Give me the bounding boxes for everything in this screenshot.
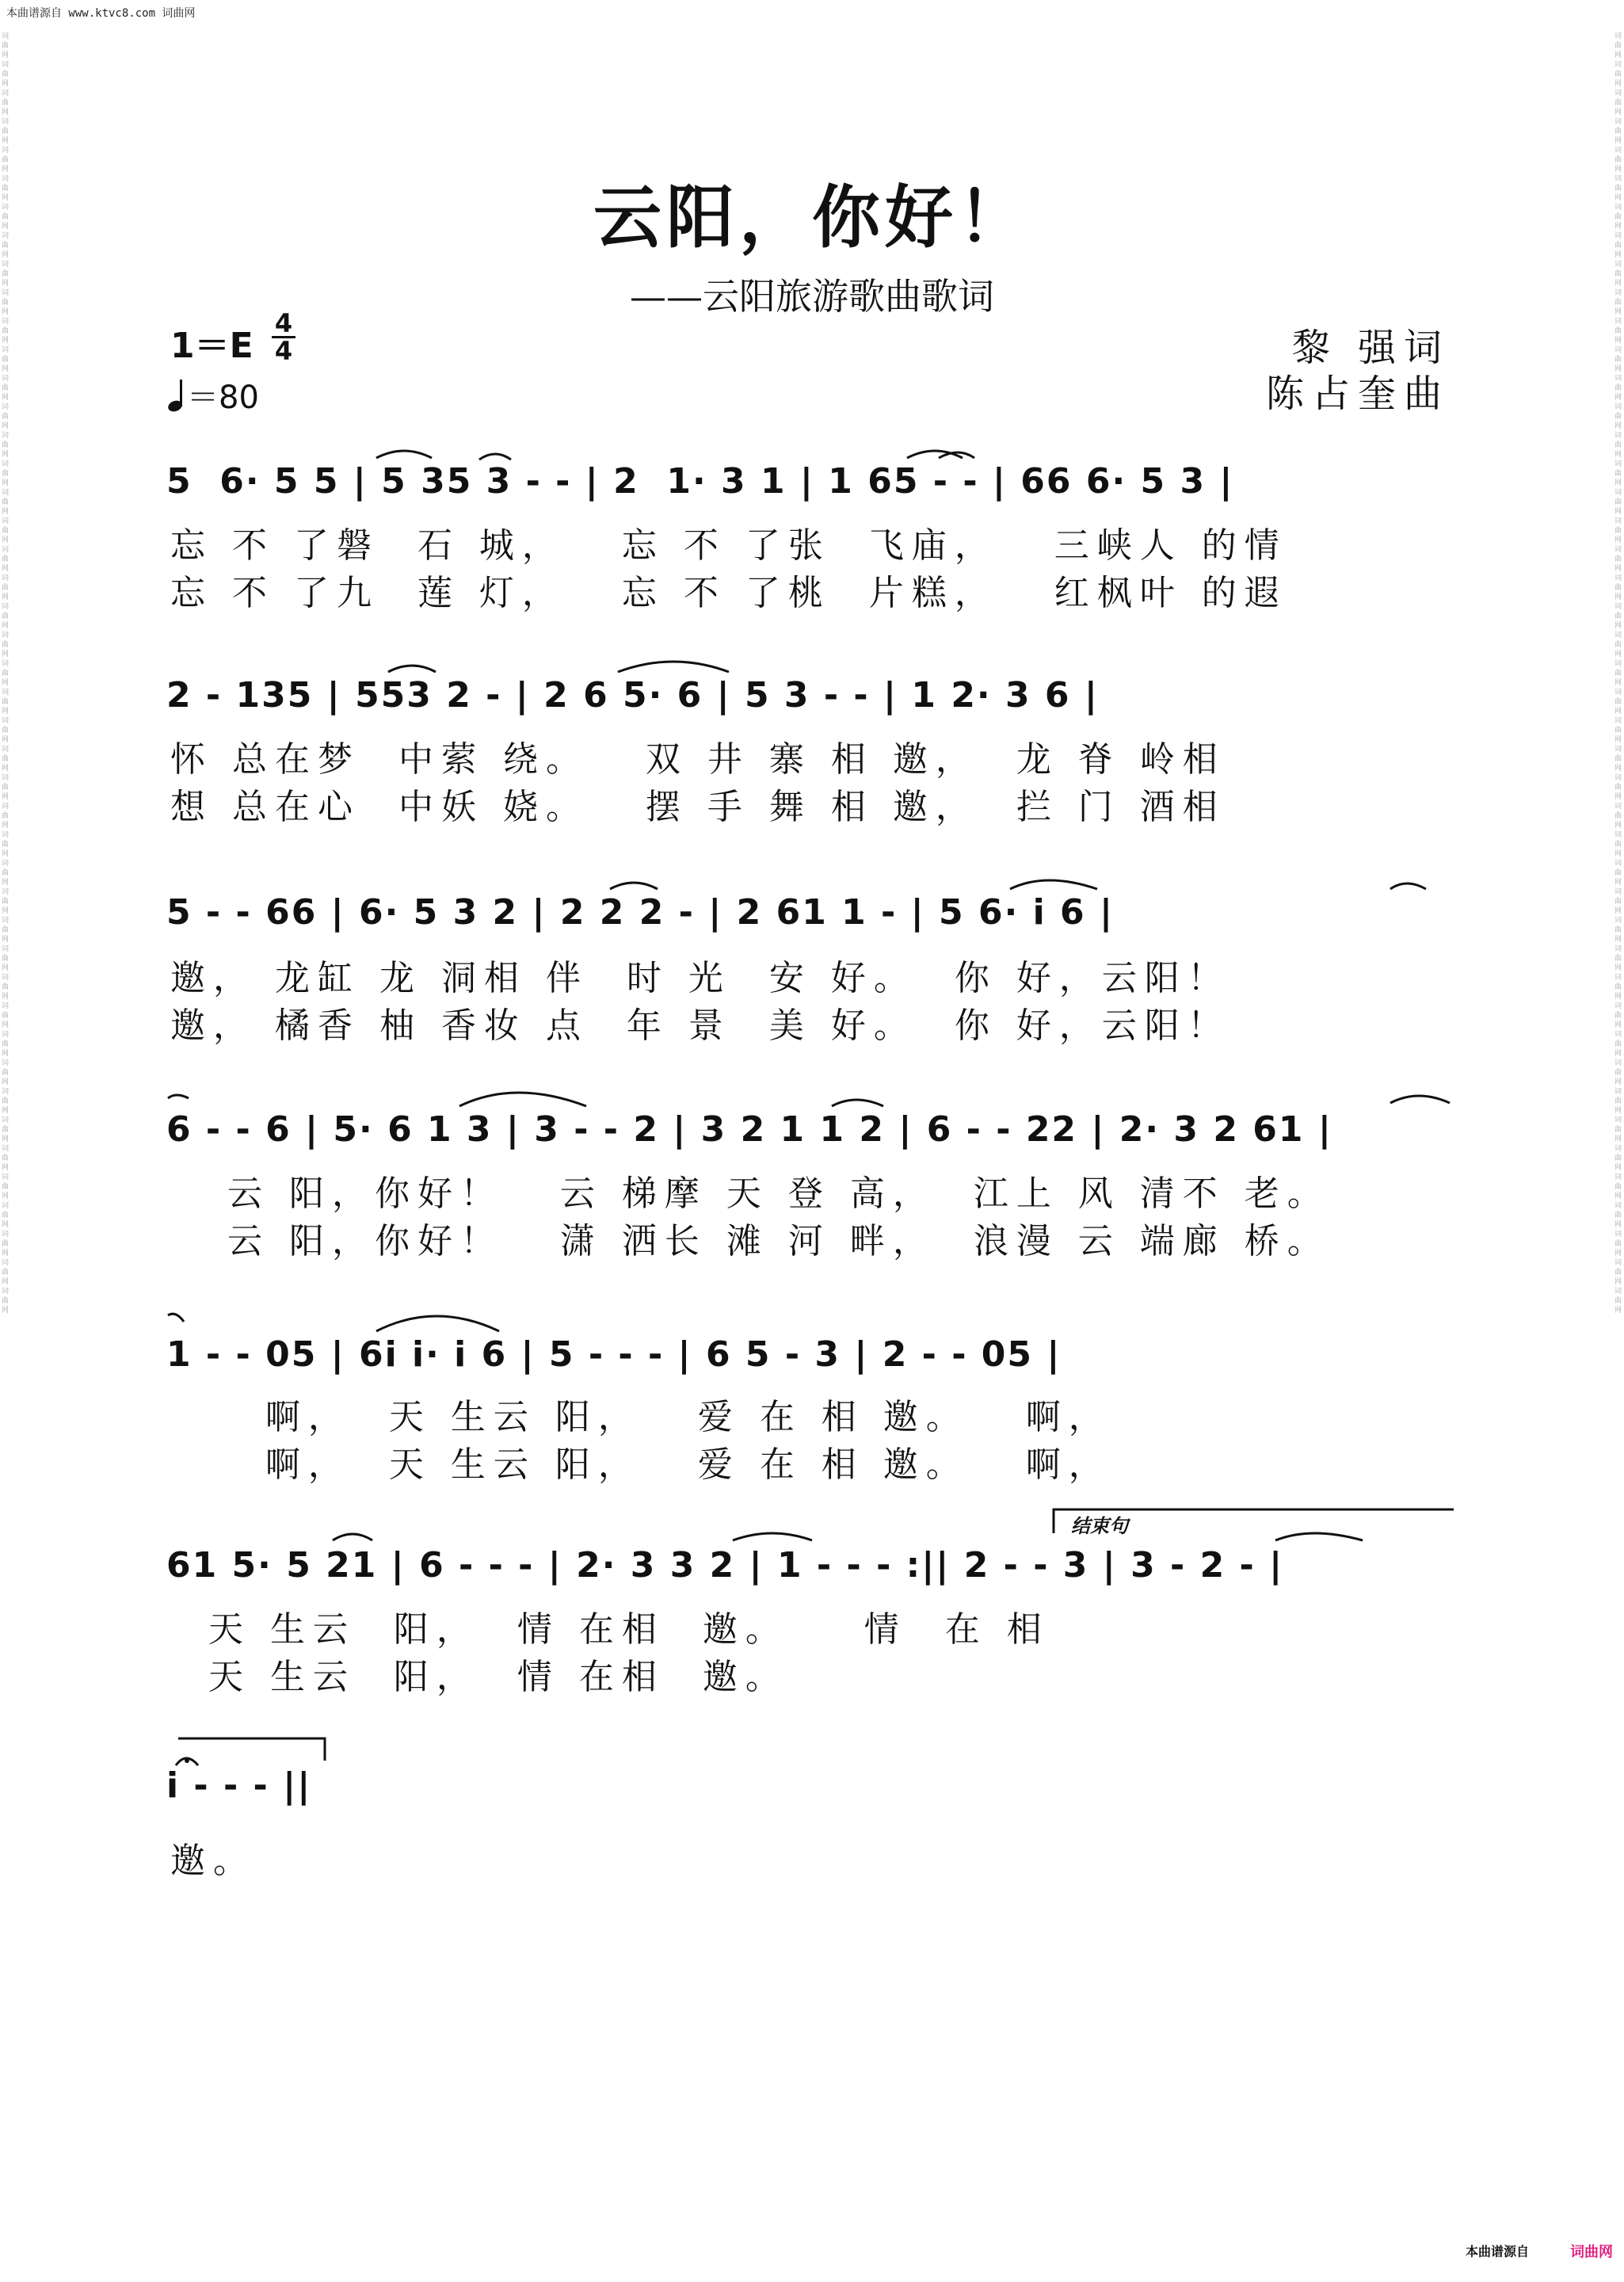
key-signature: 1＝E <box>170 326 254 366</box>
final-bracket <box>178 1738 325 1761</box>
right-watermark: 词曲网词曲网词曲网词曲网词曲网词曲网词曲网词曲网词曲网词曲网词曲网词曲网词曲网词曲网词曲网词曲网词曲网词曲网词曲网词曲网词曲网词曲网词曲网词曲网词曲网词曲网词曲网词曲网词曲网词曲网词曲网词曲网词曲网词曲网词曲网词曲网词曲网词曲网词曲网词曲网词曲网词曲网词曲网词曲网词曲网 <box>1614 32 1622 1315</box>
slur-1a <box>376 451 432 458</box>
slur-1c <box>907 451 963 458</box>
slur-3a <box>610 883 658 889</box>
fermata-icon <box>176 1758 198 1765</box>
slur-4b <box>459 1093 586 1106</box>
slur-5a <box>168 1314 184 1322</box>
slur-1d <box>939 452 974 458</box>
composer-credit: 陈占奎曲 <box>1265 372 1450 416</box>
lyric-line-2b: 想 总在心 中妖 娆。 摆 手 舞 相 邀， 拦 门 酒相 <box>170 787 1226 827</box>
slur-5b <box>376 1316 499 1331</box>
song-title: 云阳，你好！ <box>593 177 1031 258</box>
lyric-line-6a: 天 生云 阳， 情 在相 邀。 情 在 相 <box>170 1609 1050 1650</box>
slur-6c <box>1275 1533 1363 1540</box>
slur-4c <box>832 1100 883 1106</box>
lyric-line-3b: 邀， 橘香 柚 香妆 点 年 景 美 好。 你 好，云阳！ <box>170 1006 1230 1046</box>
time-signature <box>269 308 298 366</box>
song-subtitle: ——云阳旅游歌曲歌词 <box>630 275 994 318</box>
notation-line-2: 2 - 135 | 553 2 - | 2 6 5· 6 | 5 3 - - | 1 2· 3 6 | <box>166 675 1099 716</box>
slur-4a <box>168 1095 189 1098</box>
notation-line-1: 5 6· 5 5 | 5 35 3 - - | 2 1· 3 1 | 1 65 - - | 66 6· 5 3 | <box>166 461 1234 502</box>
slur-3b <box>1010 880 1097 889</box>
quarter-note-icon <box>168 381 187 413</box>
time-bottom: 4 <box>274 336 293 366</box>
notation-line-3: 5 - - 66 | 6· 5 3 2 | 2 2 2 - | 2 61 1 - | 5 6· i 6 | <box>166 892 1115 933</box>
time-top: 4 <box>274 308 293 338</box>
slur-3c <box>1390 883 1426 889</box>
slur-6b <box>733 1533 812 1540</box>
slur-6a <box>333 1534 372 1540</box>
lyricist-credit: 黎 强词 <box>1291 326 1450 370</box>
lyric-line-1a: 忘 不 了磐 石 城， 忘 不 了张 飞庙， 三峡人 的情 <box>170 525 1287 566</box>
slur-2a <box>388 666 436 672</box>
slur-1b <box>479 454 511 460</box>
notation-line-4: 6 - - 6 | 5· 6 1 3 | 3 - - 2 | 3 2 1 1 2 | 6 - - 22 | 2· 3 2 61 | <box>166 1109 1332 1150</box>
lyric-line-4a: 云 阳，你好！ 云 梯摩 天 登 高， 江上 风 清不 老。 <box>170 1173 1330 1214</box>
footer-source: 本曲谱源自 <box>1465 2244 1529 2259</box>
slur-2b <box>618 662 729 672</box>
notation-line-5: 1 - - 05 | 6i i· i 6 | 5 - - - | 6 5 - 3 | 2 - - 05 | <box>166 1334 1062 1375</box>
notation-line-7: i - - - || <box>166 1765 312 1806</box>
lyric-line-2a: 怀 总在梦 中萦 绕。 双 井 寨 相 邀， 龙 脊 岭相 <box>170 739 1226 780</box>
footer-site: 词曲网 <box>1570 2244 1613 2261</box>
notation-line-6: 61 5· 5 21 | 6 - - - | 2· 3 3 2 | 1 - - - :|| 2 - - 3 | 3 - 2 - | <box>166 1545 1284 1586</box>
lyric-line-7a: 邀。 <box>170 1841 256 1881</box>
ending-label: 结束句 <box>1071 1515 1128 1537</box>
lyric-line-5b: 啊， 天 生云 阳， 爱 在 相 邀。 啊， <box>170 1444 1111 1485</box>
slur-4d <box>1390 1096 1450 1103</box>
source-note: 本曲谱源自 www.ktvc8.com 词曲网 <box>6 7 196 20</box>
tempo-marking <box>168 372 259 418</box>
left-watermark: 词曲网词曲网词曲网词曲网词曲网词曲网词曲网词曲网词曲网词曲网词曲网词曲网词曲网词曲网词曲网词曲网词曲网词曲网词曲网词曲网词曲网词曲网词曲网词曲网词曲网词曲网词曲网词曲网词曲网词曲网词曲网词曲网词曲网词曲网词曲网词曲网词曲网词曲网词曲网词曲网词曲网词曲网词曲网词曲网词曲网 <box>2 32 10 1315</box>
lyric-line-6b: 天 生云 阳， 情 在相 邀。 <box>170 1657 788 1697</box>
lyric-line-1b: 忘 不 了九 莲 灯， 忘 不 了桃 片糕， 红枫叶 的遐 <box>170 573 1287 613</box>
lyric-line-3a: 邀， 龙缸 龙 洞相 伴 时 光 安 好。 你 好，云阳！ <box>170 958 1230 998</box>
lyric-line-4b: 云 阳，你好！ 潇 洒长 滩 河 畔， 浪漫 云 端廊 桥。 <box>170 1221 1330 1261</box>
lyric-line-5a: 啊， 天 生云 阳， 爱 在 相 邀。 啊， <box>170 1397 1111 1437</box>
tempo-value: ＝80 <box>187 380 259 416</box>
